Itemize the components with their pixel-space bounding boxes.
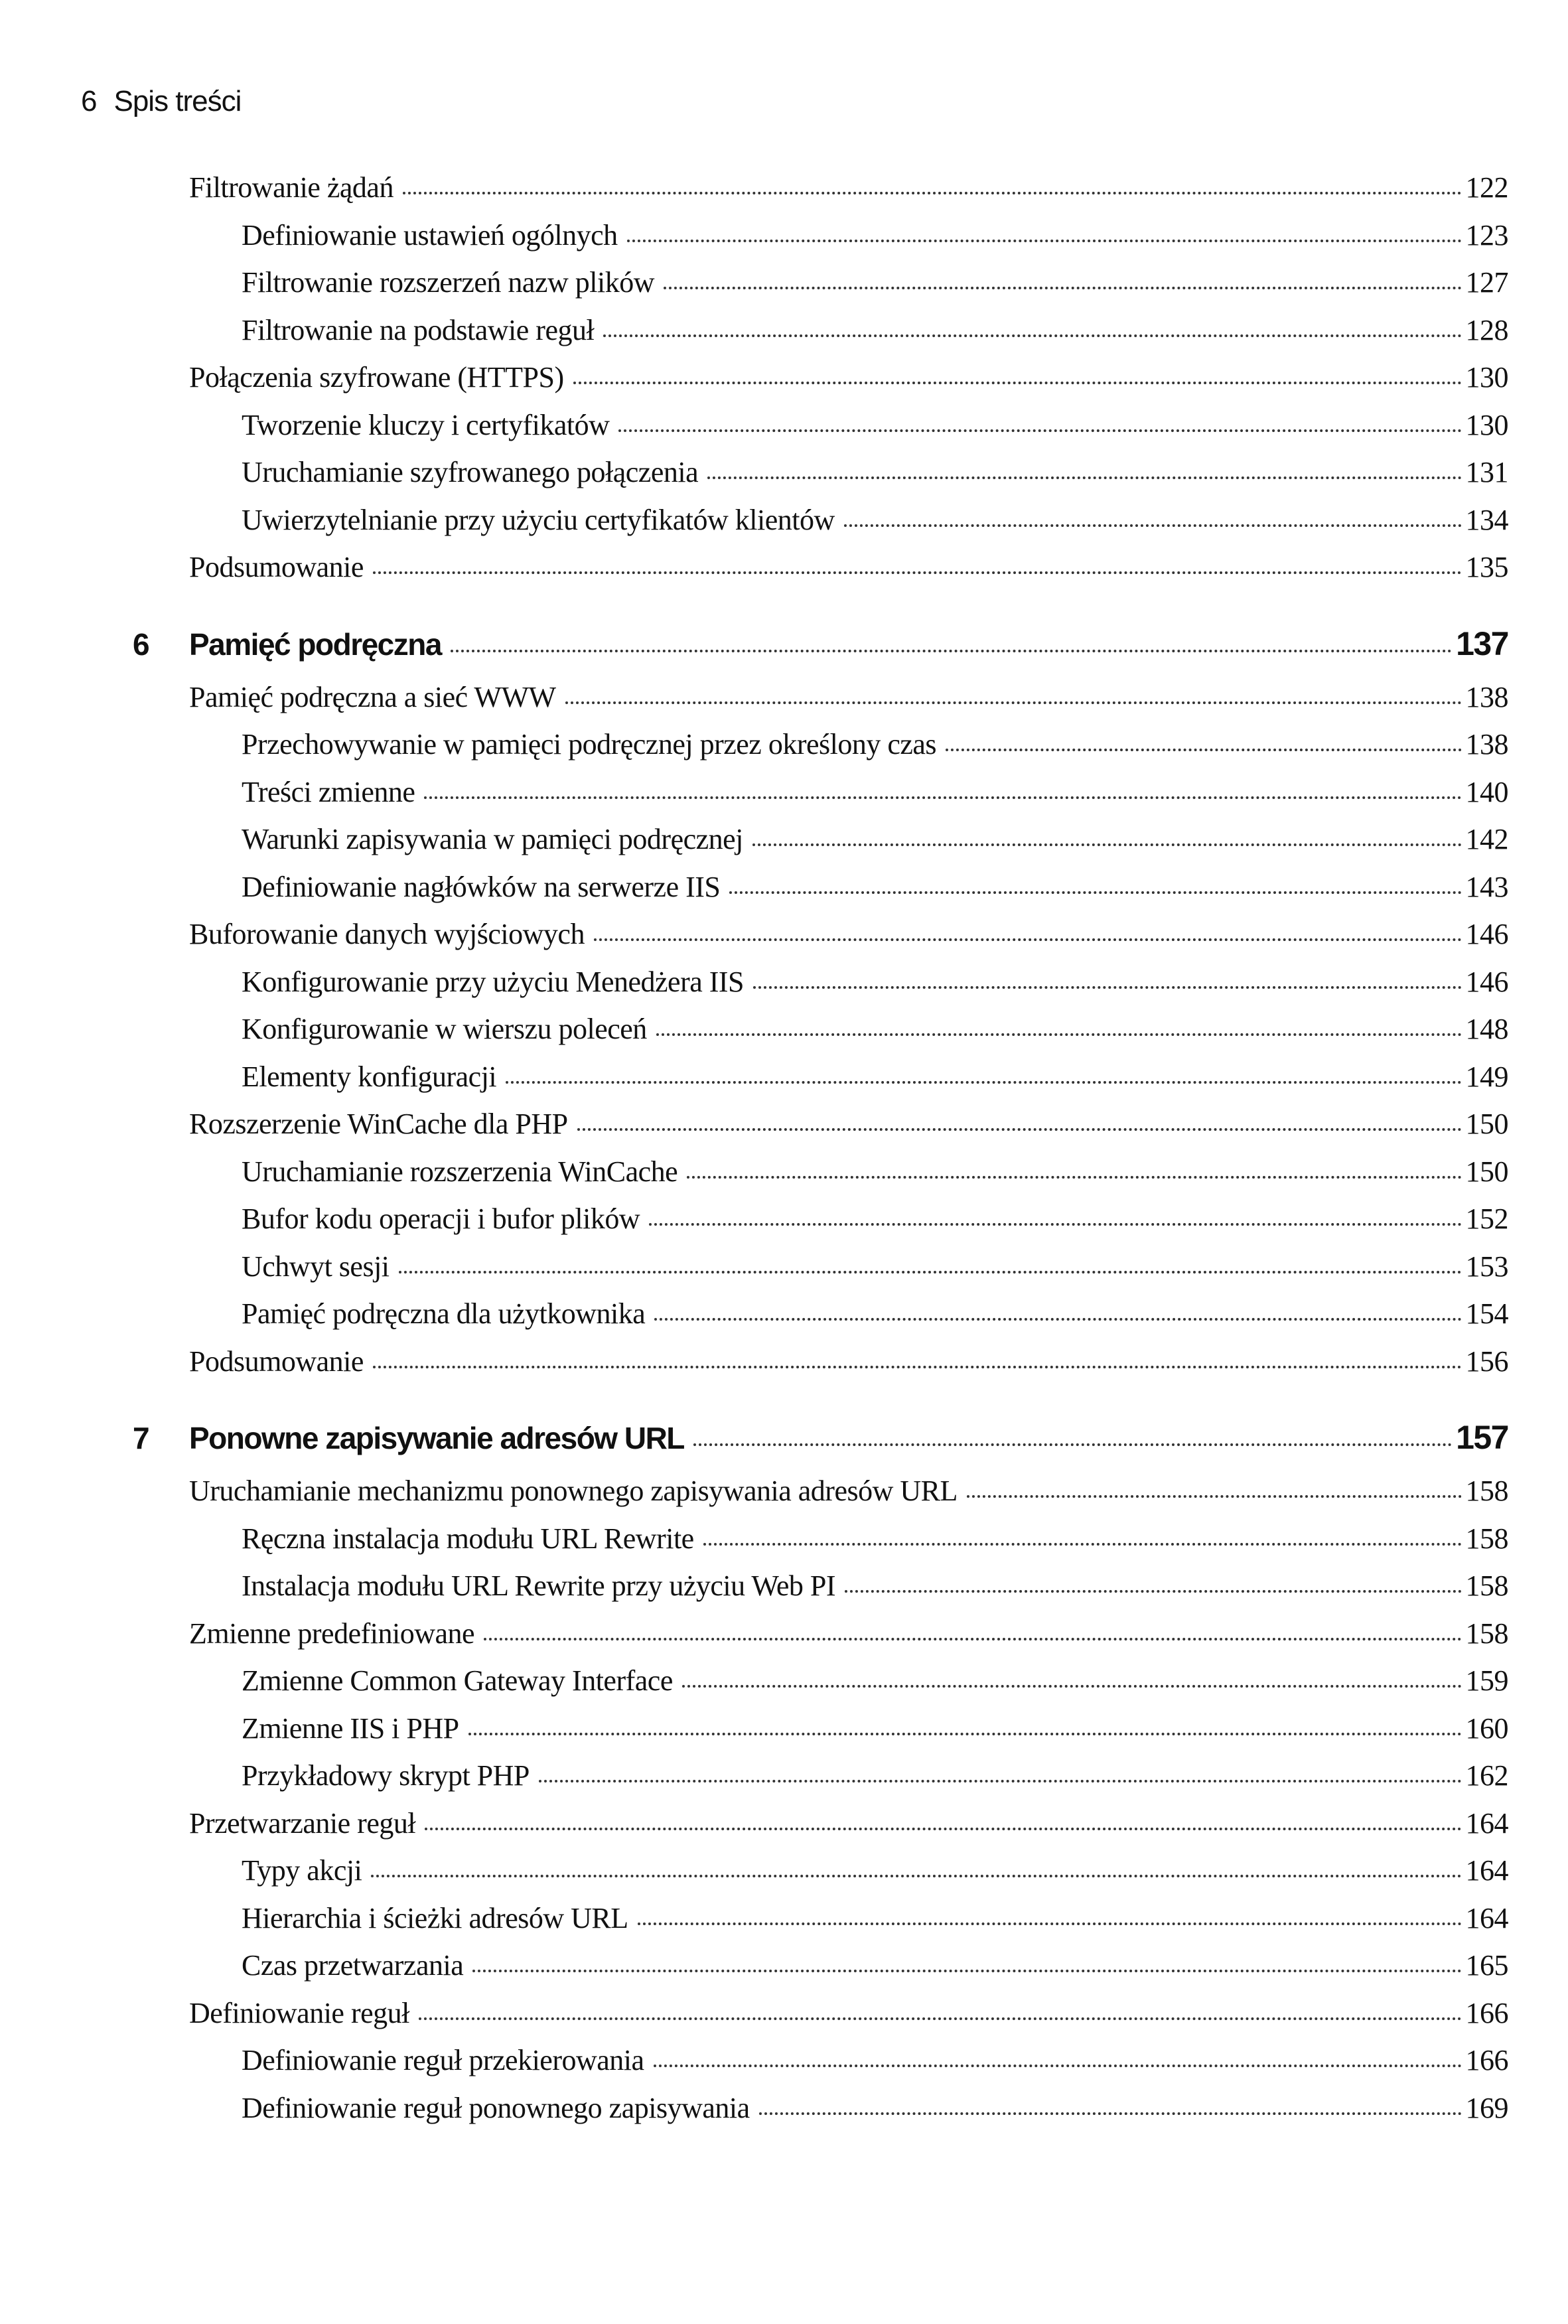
toc-entry xyxy=(0,1948,1568,1996)
entry-page-number: 146 xyxy=(1465,918,1508,950)
toc-entry xyxy=(0,917,1568,965)
entry-title: Definiowanie reguł przekierowania xyxy=(242,2044,644,2076)
dot-leader xyxy=(603,334,1461,337)
dot-leader xyxy=(654,2065,1462,2067)
dot-leader xyxy=(468,1733,1462,1735)
toc-entry xyxy=(0,965,1568,1013)
toc-entry xyxy=(0,1155,1568,1202)
entry-page-number: 158 xyxy=(1465,1569,1508,1602)
entry-title: Hierarchia i ścieżki adresów URL xyxy=(242,1901,628,1934)
toc-entry xyxy=(0,1522,1568,1569)
toc-entry xyxy=(0,1901,1568,1949)
entry-title: Pamięć podręczna xyxy=(189,626,441,662)
dot-leader xyxy=(627,240,1462,242)
entry-title: Tworzenie kluczy i certyfikatów xyxy=(242,408,610,441)
toc-entry xyxy=(0,1806,1568,1854)
entry-page-number: 140 xyxy=(1465,775,1508,808)
toc-entry xyxy=(0,1664,1568,1711)
dot-leader xyxy=(403,192,1462,194)
dot-leader xyxy=(424,796,1461,799)
dot-leader xyxy=(687,1176,1461,1179)
entry-title: Filtrowanie żądań xyxy=(189,171,393,204)
dot-leader xyxy=(484,1638,1461,1640)
dot-leader xyxy=(753,986,1461,989)
entry-page-number: 160 xyxy=(1465,1711,1508,1745)
entry-page-number: 164 xyxy=(1465,1901,1508,1934)
entry-page-number: 123 xyxy=(1465,218,1508,252)
toc-entry xyxy=(0,313,1568,361)
entry-title: Treści zmienne xyxy=(242,775,415,808)
entry-page-number: 159 xyxy=(1465,1664,1508,1697)
entry-page-number: 150 xyxy=(1465,1108,1508,1140)
toc-entry xyxy=(0,1617,1568,1664)
dot-leader xyxy=(707,476,1461,479)
toc-entry xyxy=(0,822,1568,870)
toc-entry xyxy=(0,680,1568,728)
dot-leader xyxy=(656,1033,1462,1036)
entry-title: Pamięć podręczna dla użytkownika xyxy=(242,1297,646,1330)
entry-page-number: 165 xyxy=(1465,1949,1508,1982)
page-number: 6 xyxy=(81,85,97,117)
entry-page-number: 166 xyxy=(1465,1996,1508,2029)
dot-leader xyxy=(703,1543,1462,1546)
toc-entry xyxy=(0,1474,1568,1522)
entry-title: Uruchamianie rozszerzenia WinCache xyxy=(242,1155,678,1188)
dot-leader xyxy=(729,891,1461,894)
entry-title: Ponowne zapisywanie adresów URL xyxy=(189,1421,684,1455)
dot-leader xyxy=(946,749,1461,751)
entry-page-number: 143 xyxy=(1465,870,1508,903)
entry-page-number: 164 xyxy=(1465,1854,1508,1887)
entry-title: Definiowanie ustawień ogólnych xyxy=(242,218,618,252)
entry-title: Warunki zapisywania w pamięci podręcznej xyxy=(242,823,743,855)
entry-title: Zmienne Common Gateway Interface xyxy=(242,1664,673,1697)
dot-leader xyxy=(967,1495,1462,1498)
dot-leader xyxy=(573,382,1462,384)
entry-title: Uchwyt sesji xyxy=(242,1250,390,1283)
entry-title: Filtrowanie rozszerzeń nazw plików xyxy=(242,266,654,299)
toc-entry xyxy=(0,1012,1568,1060)
toc-entry xyxy=(0,1297,1568,1344)
entry-page-number: 152 xyxy=(1465,1202,1508,1235)
entry-page-number: 158 xyxy=(1465,1617,1508,1650)
dot-leader xyxy=(399,1271,1462,1273)
entry-title: Uruchamianie mechanizmu ponownego zapisywania adresów URL xyxy=(189,1475,958,1507)
entry-page-number: 130 xyxy=(1465,408,1508,441)
toc-entry xyxy=(0,171,1568,218)
entry-title: Filtrowanie na podstawie reguł xyxy=(242,313,595,346)
dot-leader xyxy=(594,938,1462,941)
toc-entry xyxy=(0,1853,1568,1901)
toc-entry xyxy=(0,1759,1568,1806)
entry-title: Zmienne predefiniowane xyxy=(189,1617,475,1650)
toc-entry xyxy=(0,503,1568,551)
entry-title: Przetwarzanie reguł xyxy=(189,1806,416,1840)
dot-leader xyxy=(565,701,1462,704)
dot-leader xyxy=(845,1590,1462,1593)
dot-leader xyxy=(419,2017,1462,2020)
entry-title: Rozszerzenie WinCache dla PHP xyxy=(189,1108,568,1140)
dot-leader xyxy=(451,650,1452,652)
toc-entry xyxy=(0,775,1568,823)
entry-page-number: 131 xyxy=(1465,456,1508,488)
entry-title: Elementy konfiguracji xyxy=(242,1060,497,1093)
entry-title: Definiowanie reguł xyxy=(189,1996,409,2029)
toc-entry xyxy=(0,265,1568,313)
toc-chapter xyxy=(0,624,1568,680)
running-head xyxy=(81,85,241,118)
running-head-title: Spis treści xyxy=(113,85,242,117)
dot-leader xyxy=(844,524,1462,527)
entry-page-number: 135 xyxy=(1465,551,1508,583)
toc-entry xyxy=(0,550,1568,598)
entry-page-number: 158 xyxy=(1465,1475,1508,1507)
entry-page-number: 149 xyxy=(1465,1060,1508,1093)
entry-page-number: 169 xyxy=(1465,2091,1508,2124)
entry-page-number: 157 xyxy=(1456,1419,1508,1456)
toc-entry xyxy=(0,1060,1568,1108)
entry-page-number: 138 xyxy=(1465,728,1508,761)
toc-entry xyxy=(0,408,1568,456)
entry-title: Pamięć podręczna a sieć WWW xyxy=(189,680,556,713)
entry-page-number: 128 xyxy=(1465,313,1508,346)
toc-entry xyxy=(0,727,1568,775)
dot-leader xyxy=(472,1970,1461,1972)
entry-page-number: 153 xyxy=(1465,1250,1508,1283)
toc-entry xyxy=(0,1344,1568,1392)
toc-entry xyxy=(0,360,1568,408)
entry-page-number: 122 xyxy=(1465,171,1508,204)
chapter-number: 7 xyxy=(133,1421,149,1455)
entry-page-number: 127 xyxy=(1465,266,1508,299)
entry-page-number: 130 xyxy=(1465,361,1508,394)
dot-leader xyxy=(759,2112,1462,2115)
toc-entry xyxy=(0,1569,1568,1617)
entry-page-number: 154 xyxy=(1465,1297,1508,1330)
entry-title: Podsumowanie xyxy=(189,551,364,583)
entry-title: Uwierzytelnianie przy użyciu certyfikatów klientów xyxy=(242,503,835,536)
toc-entry xyxy=(0,455,1568,503)
dot-leader xyxy=(664,287,1462,289)
toc-entry xyxy=(0,1711,1568,1759)
entry-title: Konfigurowanie w wierszu poleceń xyxy=(242,1013,647,1045)
entry-title: Czas przetwarzania xyxy=(242,1949,464,1982)
entry-title: Podsumowanie xyxy=(189,1344,364,1378)
entry-page-number: 134 xyxy=(1465,503,1508,536)
toc-entry xyxy=(0,870,1568,918)
table-of-contents xyxy=(0,171,1568,2138)
entry-page-number: 164 xyxy=(1465,1806,1508,1840)
chapter-number: 6 xyxy=(133,626,149,662)
entry-title: Połączenia szyfrowane (HTTPS) xyxy=(189,361,564,394)
entry-title: Ręczna instalacja modułu URL Rewrite xyxy=(242,1522,694,1555)
toc-entry xyxy=(0,218,1568,266)
dot-leader xyxy=(618,429,1461,432)
dot-leader xyxy=(638,1923,1462,1925)
dot-leader xyxy=(371,1875,1461,1877)
entry-title: Buforowanie danych wyjściowych xyxy=(189,918,585,950)
dot-leader xyxy=(654,1318,1461,1321)
toc-entry xyxy=(0,1996,1568,2044)
toc-entry xyxy=(0,2043,1568,2091)
entry-title: Przechowywanie w pamięci podręcznej przez określony czas xyxy=(242,728,937,761)
entry-title: Konfigurowanie przy użyciu Menedżera IIS xyxy=(242,965,745,998)
entry-page-number: 137 xyxy=(1456,624,1508,662)
dot-leader xyxy=(693,1443,1452,1446)
toc-entry xyxy=(0,1250,1568,1297)
dot-leader xyxy=(649,1223,1461,1226)
entry-page-number: 138 xyxy=(1465,680,1508,713)
entry-title: Instalacja modułu URL Rewrite przy użyciu Web PI xyxy=(242,1569,835,1602)
toc-entry xyxy=(0,1202,1568,1250)
entry-title: Przykładowy skrypt PHP xyxy=(242,1759,530,1792)
entry-page-number: 146 xyxy=(1465,965,1508,998)
entry-page-number: 162 xyxy=(1465,1759,1508,1792)
entry-title: Definiowanie nagłówków na serwerze IIS xyxy=(242,870,721,903)
dot-leader xyxy=(425,1828,1461,1830)
dot-leader xyxy=(682,1685,1462,1688)
entry-title: Zmienne IIS i PHP xyxy=(242,1711,459,1745)
dot-leader xyxy=(752,843,1462,846)
entry-page-number: 142 xyxy=(1465,823,1508,855)
entry-page-number: 166 xyxy=(1465,2044,1508,2076)
entry-page-number: 158 xyxy=(1465,1522,1508,1555)
toc-chapter xyxy=(0,1418,1568,1474)
entry-page-number: 156 xyxy=(1465,1344,1508,1378)
dot-leader xyxy=(577,1128,1462,1131)
dot-leader xyxy=(539,1780,1462,1782)
entry-title: Typy akcji xyxy=(242,1854,362,1887)
toc-entry xyxy=(0,1107,1568,1155)
entry-page-number: 150 xyxy=(1465,1155,1508,1188)
toc-entry xyxy=(0,2091,1568,2139)
dot-leader xyxy=(373,571,1462,574)
entry-title: Definiowanie reguł ponownego zapisywania xyxy=(242,2091,750,2124)
dot-leader xyxy=(373,1366,1462,1368)
entry-page-number: 148 xyxy=(1465,1013,1508,1045)
entry-title: Bufor kodu operacji i bufor plików xyxy=(242,1202,640,1235)
dot-leader xyxy=(506,1081,1461,1084)
entry-title: Uruchamianie szyfrowanego połączenia xyxy=(242,456,699,488)
